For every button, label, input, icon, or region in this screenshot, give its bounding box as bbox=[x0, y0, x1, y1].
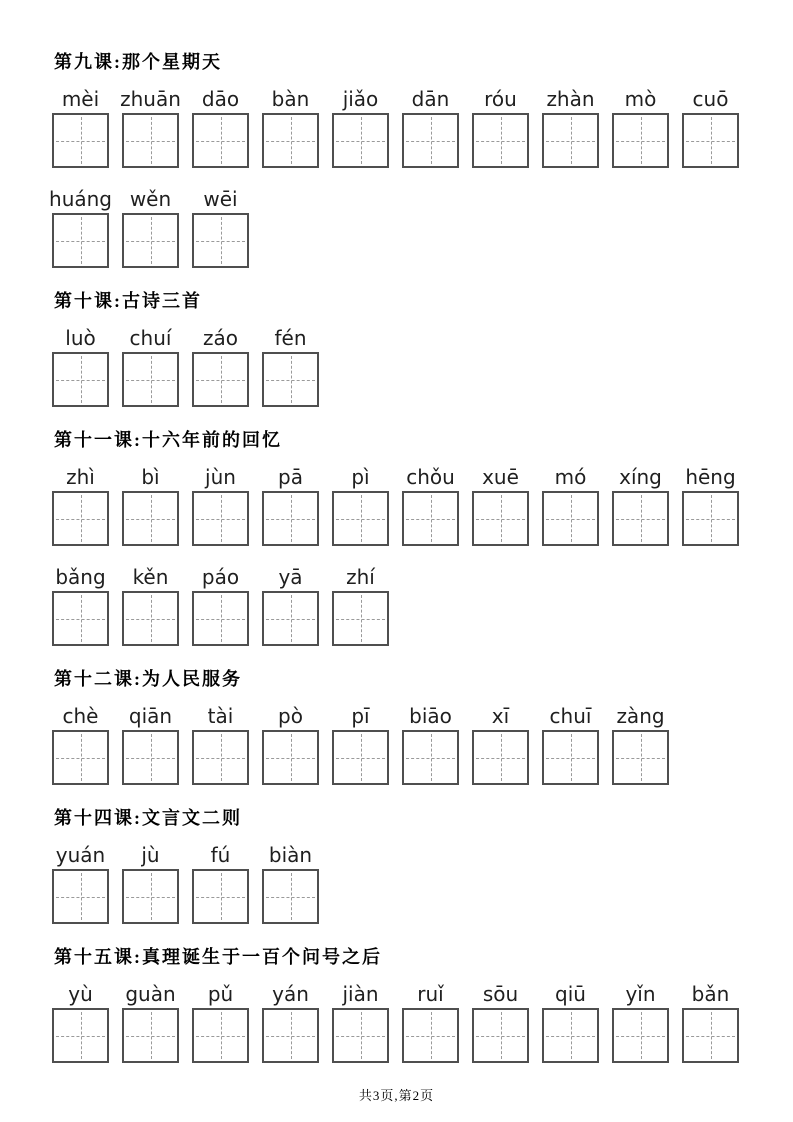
writing-box bbox=[472, 730, 529, 785]
pinyin-label: xuē bbox=[482, 465, 519, 489]
writing-box bbox=[122, 113, 179, 168]
grid-cell bbox=[192, 705, 249, 785]
writing-box bbox=[262, 1008, 319, 1063]
pinyin-label: ruǐ bbox=[417, 982, 444, 1006]
grid-cell bbox=[542, 983, 599, 1063]
grid-cell bbox=[542, 705, 599, 785]
pinyin-label: wěn bbox=[129, 187, 172, 211]
dashed-guide-horizontal bbox=[476, 141, 525, 142]
writing-box bbox=[472, 491, 529, 546]
dashed-guide-horizontal bbox=[56, 897, 105, 898]
writing-box bbox=[262, 591, 319, 646]
pinyin-label: chǒu bbox=[406, 465, 455, 489]
dashed-guide-horizontal bbox=[196, 519, 245, 520]
grid-cell bbox=[262, 566, 319, 646]
dashed-guide-horizontal bbox=[56, 141, 105, 142]
lesson-section bbox=[52, 947, 741, 1063]
grid-cell bbox=[262, 983, 319, 1063]
dashed-guide-horizontal bbox=[266, 519, 315, 520]
writing-box bbox=[262, 352, 319, 407]
dashed-guide-horizontal bbox=[196, 241, 245, 242]
lesson-section bbox=[52, 430, 741, 646]
pinyin-label: zhí bbox=[346, 565, 375, 589]
dashed-guide-horizontal bbox=[336, 1036, 385, 1037]
dashed-guide-horizontal bbox=[126, 758, 175, 759]
pinyin-label: xíng bbox=[619, 465, 662, 489]
dashed-guide-horizontal bbox=[126, 519, 175, 520]
grid-cell bbox=[122, 466, 179, 546]
dashed-guide-horizontal bbox=[56, 758, 105, 759]
writing-box bbox=[192, 730, 249, 785]
dashed-guide-horizontal bbox=[406, 758, 455, 759]
grid-cell bbox=[52, 88, 109, 168]
lesson-title: 第十二课:为人民服务 bbox=[54, 669, 242, 689]
pinyin-label: jiàn bbox=[342, 982, 379, 1006]
dashed-guide-horizontal bbox=[196, 141, 245, 142]
pinyin-grid-row bbox=[52, 566, 741, 646]
dashed-guide-horizontal bbox=[266, 758, 315, 759]
dashed-guide-horizontal bbox=[616, 1036, 665, 1037]
lesson-title: 第十课:古诗三首 bbox=[54, 291, 202, 311]
pinyin-label: yán bbox=[272, 982, 309, 1006]
writing-box bbox=[122, 591, 179, 646]
dashed-guide-horizontal bbox=[546, 141, 595, 142]
grid-cell bbox=[122, 188, 179, 268]
dashed-guide-horizontal bbox=[126, 241, 175, 242]
dashed-guide-horizontal bbox=[406, 1036, 455, 1037]
grid-cell bbox=[402, 88, 459, 168]
pinyin-grid-row bbox=[52, 844, 741, 924]
writing-box bbox=[542, 491, 599, 546]
writing-box bbox=[192, 213, 249, 268]
writing-box bbox=[682, 113, 739, 168]
pinyin-label: pī bbox=[351, 704, 370, 728]
pinyin-label: pǔ bbox=[207, 982, 234, 1006]
writing-box bbox=[332, 491, 389, 546]
grid-cell bbox=[402, 705, 459, 785]
grid-cell bbox=[52, 566, 109, 646]
lesson-title: 第十四课:文言文二则 bbox=[54, 808, 242, 828]
dashed-guide-horizontal bbox=[476, 519, 525, 520]
writing-box bbox=[52, 591, 109, 646]
grid-cell bbox=[332, 466, 389, 546]
writing-box bbox=[262, 730, 319, 785]
grid-cell bbox=[192, 327, 249, 407]
pinyin-grid-row bbox=[49, 187, 741, 268]
grid-cell bbox=[122, 983, 179, 1063]
lesson-title: 第十五课:真理诞生于一百个问号之后 bbox=[54, 947, 382, 967]
dashed-guide-horizontal bbox=[56, 519, 105, 520]
pinyin-label: biàn bbox=[268, 843, 313, 867]
grid-cell bbox=[192, 983, 249, 1063]
grid-cell bbox=[682, 88, 739, 168]
dashed-guide-horizontal bbox=[476, 758, 525, 759]
grid-cell bbox=[122, 88, 179, 168]
pinyin-label: tài bbox=[207, 704, 234, 728]
grid-cell bbox=[122, 327, 179, 407]
writing-box bbox=[262, 491, 319, 546]
grid-cell bbox=[52, 705, 109, 785]
lesson-section bbox=[49, 52, 741, 268]
grid-cell bbox=[52, 327, 109, 407]
dashed-guide-horizontal bbox=[406, 519, 455, 520]
writing-box bbox=[122, 730, 179, 785]
dashed-guide-horizontal bbox=[56, 380, 105, 381]
dashed-guide-horizontal bbox=[686, 1036, 735, 1037]
pinyin-label: cuō bbox=[692, 87, 729, 111]
writing-box bbox=[402, 113, 459, 168]
lesson-section bbox=[52, 291, 741, 407]
pinyin-label: bǎng bbox=[55, 565, 106, 589]
writing-box bbox=[52, 352, 109, 407]
dashed-guide-horizontal bbox=[126, 897, 175, 898]
dashed-guide-horizontal bbox=[266, 141, 315, 142]
dashed-guide-horizontal bbox=[56, 619, 105, 620]
pinyin-label: páo bbox=[201, 565, 240, 589]
pinyin-label: zàng bbox=[616, 704, 665, 728]
pinyin-label: bì bbox=[141, 465, 160, 489]
pinyin-label: qiān bbox=[128, 704, 173, 728]
grid-cell bbox=[52, 466, 109, 546]
pinyin-label: zhuān bbox=[120, 87, 181, 111]
writing-box bbox=[472, 113, 529, 168]
writing-box bbox=[402, 1008, 459, 1063]
grid-cell bbox=[192, 88, 249, 168]
writing-box bbox=[542, 113, 599, 168]
grid-cell bbox=[262, 88, 319, 168]
pinyin-label: luò bbox=[65, 326, 96, 350]
dashed-guide-horizontal bbox=[336, 619, 385, 620]
writing-box bbox=[402, 730, 459, 785]
grid-cell bbox=[682, 983, 739, 1063]
writing-box bbox=[52, 113, 109, 168]
writing-box bbox=[612, 730, 669, 785]
dashed-guide-horizontal bbox=[266, 897, 315, 898]
grid-cell bbox=[682, 466, 739, 546]
dashed-guide-horizontal bbox=[336, 758, 385, 759]
grid-cell bbox=[472, 705, 529, 785]
pinyin-label: pò bbox=[278, 704, 303, 728]
lesson-sections bbox=[49, 52, 741, 1063]
grid-cell bbox=[332, 983, 389, 1063]
dashed-guide-horizontal bbox=[616, 758, 665, 759]
pinyin-label: pā bbox=[278, 465, 303, 489]
grid-cell bbox=[402, 466, 459, 546]
pinyin-label: pì bbox=[351, 465, 370, 489]
grid-cell bbox=[122, 705, 179, 785]
grid-cell bbox=[332, 566, 389, 646]
grid-cell bbox=[472, 466, 529, 546]
pinyin-label: yù bbox=[68, 982, 93, 1006]
grid-cell bbox=[192, 566, 249, 646]
dashed-guide-horizontal bbox=[336, 519, 385, 520]
pinyin-label: hēng bbox=[685, 465, 736, 489]
writing-box bbox=[192, 491, 249, 546]
writing-box bbox=[682, 1008, 739, 1063]
pinyin-grid-row bbox=[52, 88, 741, 168]
dashed-guide-horizontal bbox=[406, 141, 455, 142]
dashed-guide-horizontal bbox=[616, 519, 665, 520]
pinyin-label: fén bbox=[274, 326, 307, 350]
grid-cell bbox=[542, 88, 599, 168]
writing-box bbox=[192, 352, 249, 407]
pinyin-label: jùn bbox=[205, 465, 236, 489]
pinyin-label: bǎn bbox=[691, 982, 730, 1006]
lesson-section bbox=[52, 669, 741, 785]
writing-box bbox=[332, 1008, 389, 1063]
pinyin-label: mó bbox=[554, 465, 587, 489]
writing-box bbox=[192, 591, 249, 646]
writing-box bbox=[682, 491, 739, 546]
pinyin-label: wēi bbox=[203, 187, 238, 211]
dashed-guide-horizontal bbox=[196, 897, 245, 898]
grid-cell bbox=[192, 466, 249, 546]
dashed-guide-horizontal bbox=[686, 519, 735, 520]
writing-box bbox=[52, 213, 109, 268]
pinyin-grid-row bbox=[52, 327, 741, 407]
pinyin-label: kěn bbox=[132, 565, 169, 589]
grid-cell bbox=[262, 466, 319, 546]
grid-cell bbox=[262, 705, 319, 785]
pinyin-label: chuí bbox=[129, 326, 172, 350]
pinyin-label: fú bbox=[210, 843, 231, 867]
grid-cell bbox=[49, 187, 112, 268]
pinyin-label: yuán bbox=[55, 843, 106, 867]
dashed-guide-horizontal bbox=[196, 758, 245, 759]
writing-box bbox=[52, 869, 109, 924]
writing-box bbox=[122, 213, 179, 268]
grid-cell bbox=[402, 983, 459, 1063]
pinyin-label: mèi bbox=[61, 87, 100, 111]
writing-box bbox=[612, 491, 669, 546]
lesson-title: 第九课:那个星期天 bbox=[54, 52, 222, 72]
writing-box bbox=[122, 1008, 179, 1063]
pinyin-label: zhì bbox=[66, 465, 95, 489]
dashed-guide-horizontal bbox=[126, 380, 175, 381]
writing-box bbox=[122, 491, 179, 546]
grid-cell bbox=[332, 88, 389, 168]
grid-cell bbox=[262, 844, 319, 924]
writing-box bbox=[52, 730, 109, 785]
writing-box bbox=[332, 730, 389, 785]
writing-box bbox=[52, 491, 109, 546]
dashed-guide-horizontal bbox=[336, 141, 385, 142]
writing-box bbox=[192, 869, 249, 924]
dashed-guide-horizontal bbox=[266, 1036, 315, 1037]
grid-cell bbox=[332, 705, 389, 785]
pinyin-label: róu bbox=[484, 87, 517, 111]
dashed-guide-horizontal bbox=[126, 1036, 175, 1037]
writing-box bbox=[612, 1008, 669, 1063]
grid-cell bbox=[612, 705, 669, 785]
pinyin-label: jiǎo bbox=[342, 87, 379, 111]
dashed-guide-horizontal bbox=[266, 619, 315, 620]
dashed-guide-horizontal bbox=[126, 141, 175, 142]
pinyin-grid-row bbox=[52, 466, 741, 546]
lesson-section bbox=[52, 808, 741, 924]
pinyin-label: bàn bbox=[271, 87, 310, 111]
dashed-guide-horizontal bbox=[266, 380, 315, 381]
pinyin-label: dān bbox=[411, 87, 450, 111]
grid-cell bbox=[192, 844, 249, 924]
dashed-guide-horizontal bbox=[196, 380, 245, 381]
pinyin-label: jù bbox=[141, 843, 160, 867]
writing-box bbox=[612, 113, 669, 168]
writing-box bbox=[192, 113, 249, 168]
writing-box bbox=[192, 1008, 249, 1063]
writing-box bbox=[122, 869, 179, 924]
lesson-title: 第十一课:十六年前的回忆 bbox=[54, 430, 282, 450]
pinyin-label: biāo bbox=[409, 704, 452, 728]
pinyin-label: qiū bbox=[555, 982, 586, 1006]
dashed-guide-horizontal bbox=[476, 1036, 525, 1037]
grid-cell bbox=[262, 327, 319, 407]
writing-box bbox=[122, 352, 179, 407]
dashed-guide-horizontal bbox=[126, 619, 175, 620]
pinyin-label: guàn bbox=[125, 982, 176, 1006]
grid-cell bbox=[122, 566, 179, 646]
pinyin-label: chuī bbox=[549, 704, 592, 728]
grid-cell bbox=[52, 983, 109, 1063]
grid-cell bbox=[612, 466, 669, 546]
dashed-guide-horizontal bbox=[546, 758, 595, 759]
writing-box bbox=[472, 1008, 529, 1063]
dashed-guide-horizontal bbox=[686, 141, 735, 142]
pinyin-label: chè bbox=[62, 704, 99, 728]
writing-box bbox=[542, 1008, 599, 1063]
dashed-guide-horizontal bbox=[546, 1036, 595, 1037]
writing-box bbox=[402, 491, 459, 546]
dashed-guide-horizontal bbox=[196, 1036, 245, 1037]
pinyin-label: xī bbox=[491, 704, 510, 728]
writing-box bbox=[262, 869, 319, 924]
dashed-guide-horizontal bbox=[196, 619, 245, 620]
grid-cell bbox=[612, 983, 669, 1063]
page-footer: 共3页,第2页 bbox=[358, 1088, 435, 1103]
pinyin-label: mò bbox=[624, 87, 657, 111]
grid-cell bbox=[192, 188, 249, 268]
grid-cell bbox=[472, 983, 529, 1063]
grid-cell bbox=[542, 466, 599, 546]
writing-box bbox=[332, 591, 389, 646]
pinyin-label: zhàn bbox=[546, 87, 595, 111]
pinyin-label: huáng bbox=[49, 187, 112, 211]
dashed-guide-horizontal bbox=[616, 141, 665, 142]
pinyin-grid-row bbox=[52, 705, 741, 785]
pinyin-grid-row bbox=[52, 983, 741, 1063]
writing-box bbox=[262, 113, 319, 168]
pinyin-label: yā bbox=[278, 565, 303, 589]
pinyin-label: yǐn bbox=[625, 982, 656, 1006]
grid-cell bbox=[612, 88, 669, 168]
dashed-guide-horizontal bbox=[546, 519, 595, 520]
pinyin-label: sōu bbox=[482, 982, 519, 1006]
dashed-guide-horizontal bbox=[56, 1036, 105, 1037]
pinyin-label: dāo bbox=[201, 87, 240, 111]
pinyin-label: záo bbox=[203, 326, 238, 350]
grid-cell bbox=[52, 844, 109, 924]
dashed-guide-horizontal bbox=[56, 241, 105, 242]
grid-cell bbox=[472, 88, 529, 168]
writing-box bbox=[542, 730, 599, 785]
grid-cell bbox=[122, 844, 179, 924]
writing-box bbox=[332, 113, 389, 168]
writing-box bbox=[52, 1008, 109, 1063]
